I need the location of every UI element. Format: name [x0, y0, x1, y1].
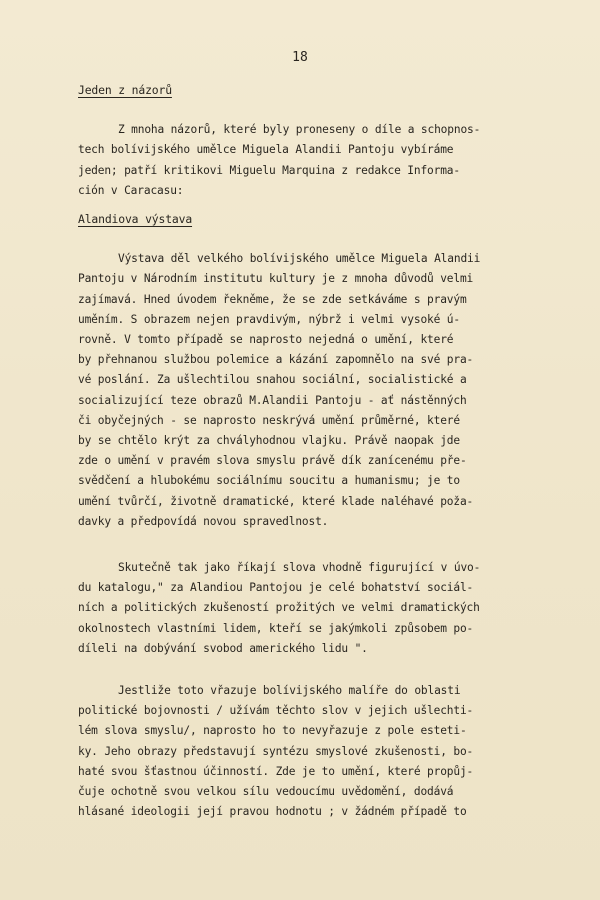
paragraph-exhibition	[78, 249, 570, 532]
text-line: socializující teze obrazů M.Alandii Pantoju - ať nástěnných	[78, 393, 467, 407]
text-line: zde o umění v pravém slova smyslu právě dík zanícenému pře-	[78, 454, 467, 468]
text-line: du katalogu," za Alandiou Pantojou je celé bohatství sociál-	[78, 581, 474, 595]
text-line: ky. Jeho obrazy představují syntézu smyslové zkušenosti, bo-	[78, 744, 474, 758]
text-line: či obyčejných - se naprosto neskrývá umění průměrné, které	[78, 413, 460, 427]
text-line: hlásané ideologii její pravou hodnotu ; v žádném případě to	[78, 805, 467, 819]
paragraph-catalog-quote	[78, 558, 570, 659]
text-line: Skutečně tak jako říkají slova vhodně figurující v úvo-	[118, 561, 481, 575]
text-line: haté svou šťastnou účinností. Zde je to umění, které propůj-	[78, 764, 474, 778]
text-line: Jestliže toto vřazuje bolívijského malíře do oblasti	[118, 684, 461, 698]
text-line: zajímavá. Hned úvodem řekněme, že se zde setkáváme s pravým	[78, 292, 467, 306]
text-line: by přehnanou službou polemice a kázání zapomnělo na své pra-	[78, 353, 474, 367]
section-heading-alandiova-vystava: Alandiova výstava	[78, 212, 193, 227]
document-body	[78, 80, 570, 823]
paragraph-intro	[78, 120, 570, 201]
text-line: politické bojovnosti / užívám těchto slov v jejich ušlechti-	[78, 704, 474, 718]
text-line: davky a předpovídá novou spravedlnost.	[78, 514, 329, 528]
text-line: Výstava děl velkého bolívijského umělce Miguela Alandii	[118, 252, 481, 266]
text-line: čuje ochotně svou velkou sílu vedoucímu uvědomění, dodává	[78, 785, 454, 799]
text-line: díleli na dobývání svobod amerického lidu ".	[78, 641, 368, 655]
text-line: Z mnoha názorů, které byly proneseny o díle a schopnos-	[118, 123, 481, 137]
text-line: vé poslání. Za ušlechtilou snahou sociální, socialistické a	[78, 373, 467, 387]
text-line: ních a politických zkušeností prožitých ve velmi dramatických	[78, 601, 480, 615]
page-number: 18	[292, 50, 308, 65]
text-line: uměním. S obrazem nejen pravdivým, nýbrž i velmi vysoké ú-	[78, 312, 460, 326]
text-line: by se chtělo krýt za chvályhodnou vlajku. Právě naopak jde	[78, 434, 460, 448]
text-line: Pantoju v Národním institutu kultury je z mnoha důvodů velmi	[78, 272, 474, 286]
text-line: ción v Caracasu:	[78, 183, 184, 197]
paragraph-aesthetics	[78, 681, 570, 822]
text-line: svědčení a hlubokému sociálnímu soucitu a humanismu; je to	[78, 474, 460, 488]
text-line: umění tvůrčí, životně dramatické, které klade naléhavé poža-	[78, 494, 474, 508]
text-line: jeden; patří kritikovi Miguelu Marquina z redakce Informa-	[78, 163, 460, 177]
text-line: okolnostech vlastními lidem, kteří se jakýmkoli způsobem po-	[78, 621, 474, 635]
text-line: lém slova smyslu/, naprosto ho to nevyřazuje z pole esteti-	[78, 724, 467, 738]
text-line: rovně. V tomto případě se naprosto nejedná o umění, které	[78, 333, 454, 347]
section-heading-jeden-z-nazoru: Jeden z názorů	[78, 83, 172, 97]
text-line: tech bolívijského umělce Miguela Alandii Pantoju vybíráme	[78, 143, 454, 157]
